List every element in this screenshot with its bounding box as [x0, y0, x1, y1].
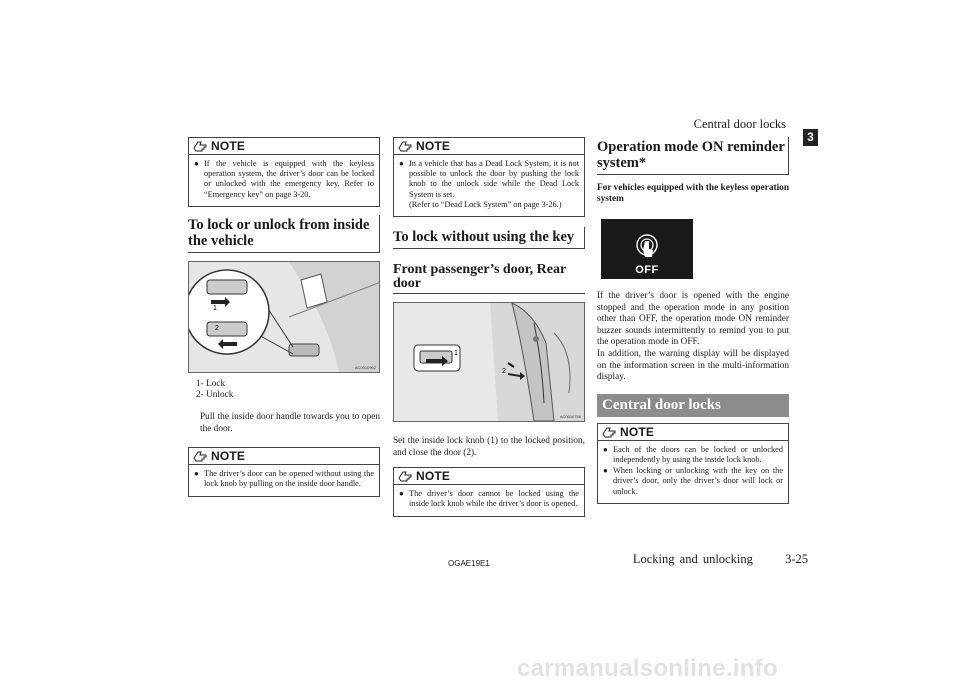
- list-item: 1- Lock: [196, 378, 226, 389]
- column-2: [393, 137, 585, 525]
- watermark: carmanualsonline.info: [516, 655, 778, 682]
- body-paragraph: Set the inside lock knob (1) to the locked position, and close the door (2).: [393, 436, 585, 458]
- note-item: ● The driver’s door cannot be locked using the inside lock knob while the driver’s door is opened.: [399, 489, 579, 509]
- door-handle-illustration: [189, 262, 380, 372]
- note-body: [189, 155, 379, 206]
- note-hand-icon: [397, 469, 413, 483]
- note-item: ● When locking or unlocking with the key on the driver’s door, only the driver’s door will lock or unlock.: [603, 466, 783, 496]
- page-number: 3-25: [785, 552, 808, 566]
- section-heading: To lock without using the key: [393, 227, 585, 249]
- door-handle-figure: [188, 261, 380, 373]
- note-header: [189, 448, 379, 465]
- footer-code: OGAE19E1: [448, 559, 490, 568]
- note-body: [394, 485, 584, 515]
- figure-callout-2: 2: [215, 324, 219, 332]
- lock-knob-illustration: [394, 303, 585, 421]
- sub-heading: For vehicles equipped with the keyless operation system: [597, 183, 789, 204]
- section-heading: Operation mode ON reminder system*: [597, 137, 789, 175]
- note-body: [598, 441, 788, 503]
- column-1: [188, 137, 380, 505]
- chapter-tab: 3: [803, 129, 818, 146]
- note-item: ● In a vehicle that has a Dead Lock System, it is not possible to unlock the door by pushing the lock knob to the unlock side while the Dead Lock System is set. (Refer to “Dead Lock System” on page 3-26.): [399, 159, 579, 209]
- bullet-icon: ●: [399, 489, 404, 499]
- note-label: NOTE: [416, 469, 451, 484]
- note-item: ● If the vehicle is equipped with the keyless operation system, the driver’s door can be locked or unlocked with the emergency key. Refer to “Emergency key” on page 3-20.: [194, 159, 374, 199]
- note-box: [393, 467, 585, 516]
- note-item: ● Each of the doors can be locked or unlocked independently by using the inside lock knob.: [603, 444, 783, 464]
- note-header: [189, 138, 379, 155]
- note-box: [393, 137, 585, 217]
- note-hand-icon: [397, 139, 413, 153]
- note-label: NOTE: [620, 424, 655, 439]
- bullet-icon: ●: [194, 159, 199, 168]
- body-paragraph: If the driver’s door is opened with the engine stopped and the operation mode in any position other than OFF, the operation mode ON reminder buzzer sounds intermittently to remind you to put the operation mode in OFF. In addition, the warning display will be displayed on the information screen in the multi-information display.: [597, 291, 789, 383]
- note-hand-icon: [192, 449, 208, 463]
- section-heading: To lock or unlock from inside the vehicle: [188, 215, 380, 253]
- sub-heading: Front passenger’s door, Rear door: [393, 263, 585, 294]
- body-paragraph: Pull the inside door handle towards you to open the door.: [200, 412, 380, 434]
- note-body: [394, 155, 584, 216]
- column-3: [597, 137, 789, 512]
- note-hand-icon: [601, 425, 617, 439]
- section-bar: Central door locks: [597, 394, 789, 417]
- figure-callout-2: 2: [502, 368, 506, 376]
- note-box: [188, 137, 380, 207]
- note-body: [189, 465, 379, 495]
- bullet-icon: ●: [603, 466, 608, 476]
- note-label: NOTE: [416, 139, 451, 153]
- note-item: ● The driver’s door can be opened without using the lock knob by pulling on the inside door handle.: [194, 469, 374, 489]
- bullet-icon: ●: [603, 444, 608, 454]
- bullet-icon: ●: [194, 469, 199, 479]
- lock-knob-figure: [393, 302, 585, 422]
- reminder-display-icon: [601, 219, 693, 279]
- note-label: NOTE: [211, 449, 246, 464]
- note-header: [598, 424, 788, 441]
- figure-code: AC0010756: [559, 414, 581, 420]
- bullet-icon: ●: [399, 159, 404, 168]
- list-item: 2- Unlock: [196, 390, 234, 401]
- note-hand-icon: [192, 139, 208, 153]
- figure-callout-1: 1: [454, 350, 458, 358]
- note-box: [597, 423, 789, 504]
- off-label: OFF: [635, 264, 659, 276]
- figure-callout-1: 1: [213, 304, 217, 312]
- note-box: [188, 447, 380, 496]
- note-header: [394, 468, 584, 485]
- note-header: [394, 138, 584, 155]
- figure-code: AC0010992: [354, 364, 376, 370]
- callout-list: [196, 379, 380, 402]
- footer-section: Locking and unlocking: [632, 552, 753, 566]
- footer-page-info: [633, 552, 808, 567]
- running-header: Central door locks: [693, 117, 786, 131]
- note-label: NOTE: [211, 139, 246, 153]
